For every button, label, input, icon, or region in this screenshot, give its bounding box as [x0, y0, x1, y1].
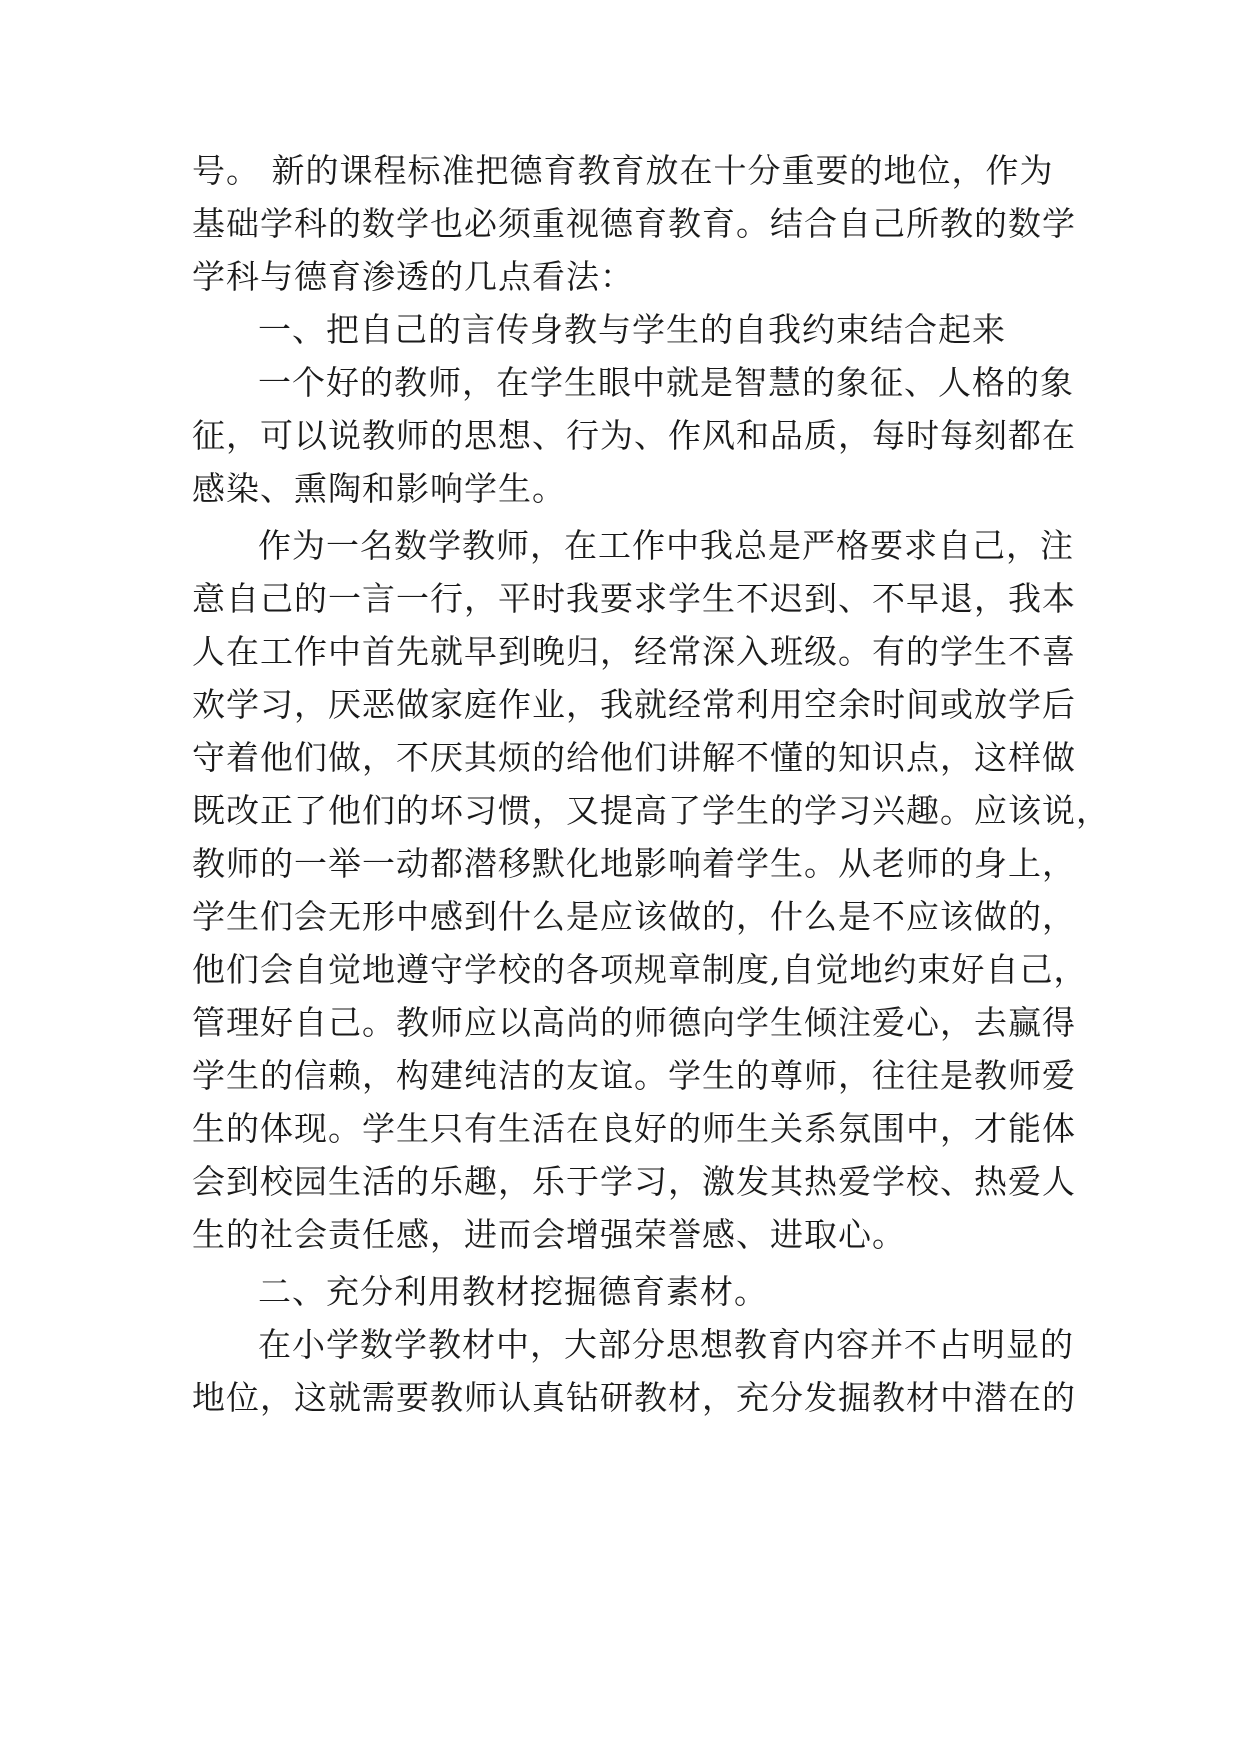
- text-line: 守着他们做，不厌其烦的给他们讲解不懂的知识点，这样做: [192, 738, 1076, 777]
- text-line: 管理好自己。教师应以高尚的师德向学生倾注爱心，去赢得: [192, 1003, 1076, 1042]
- section-heading: 二、充分利用教材挖掘德育素材。: [258, 1272, 768, 1311]
- text-line: 教师的一举一动都潜移默化地影响着学生。从老师的身上，: [192, 844, 1076, 883]
- text-line: 一个好的教师，在学生眼中就是智慧的象征、人格的象: [258, 363, 1074, 402]
- section-heading: 一、把自己的言传身教与学生的自我约束结合起来: [258, 310, 1006, 349]
- text-line: 在小学数学教材中，大部分思想教育内容并不占明显的: [258, 1325, 1074, 1364]
- text-line: 生的体现。学生只有生活在良好的师生关系氛围中，才能体: [192, 1109, 1076, 1148]
- text-line: 他们会自觉地遵守学校的各项规章制度,自觉地约束好自己，: [192, 950, 1088, 989]
- text-line: 人在工作中首先就早到晚归，经常深入班级。有的学生不喜: [192, 632, 1076, 671]
- text-line: 号。 新的课程标准把德育教育放在十分重要的地位，作为: [192, 151, 1054, 190]
- text-line: 基础学科的数学也必须重视德育教育。结合自己所教的数学: [192, 204, 1076, 243]
- text-line: 感染、熏陶和影响学生。: [192, 469, 566, 508]
- text-line: 学生的信赖，构建纯洁的友谊。学生的尊师，往往是教师爱: [192, 1056, 1076, 1095]
- text-line: 会到校园生活的乐趣，乐于学习，激发其热爱学校、热爱人: [192, 1162, 1076, 1201]
- text-line: 学科与德育渗透的几点看法：: [192, 257, 634, 296]
- text-line: 征，可以说教师的思想、行为、作风和品质，每时每刻都在: [192, 416, 1076, 455]
- text-line: 既改正了他们的坏习惯，又提高了学生的学习兴趣。应该说，: [192, 791, 1110, 830]
- text-line: 生的社会责任感，进而会增强荣誉感、进取心。: [192, 1215, 906, 1254]
- text-line: 意自己的一言一行，平时我要求学生不迟到、不早退，我本: [192, 579, 1076, 618]
- text-line: 学生们会无形中感到什么是应该做的，什么是不应该做的，: [192, 897, 1076, 936]
- text-line: 地位，这就需要教师认真钻研教材，充分发掘教材中潜在的: [192, 1378, 1076, 1417]
- text-line: 欢学习，厌恶做家庭作业，我就经常利用空余时间或放学后: [192, 685, 1076, 724]
- text-line: 作为一名数学教师，在工作中我总是严格要求自己，注: [258, 526, 1074, 565]
